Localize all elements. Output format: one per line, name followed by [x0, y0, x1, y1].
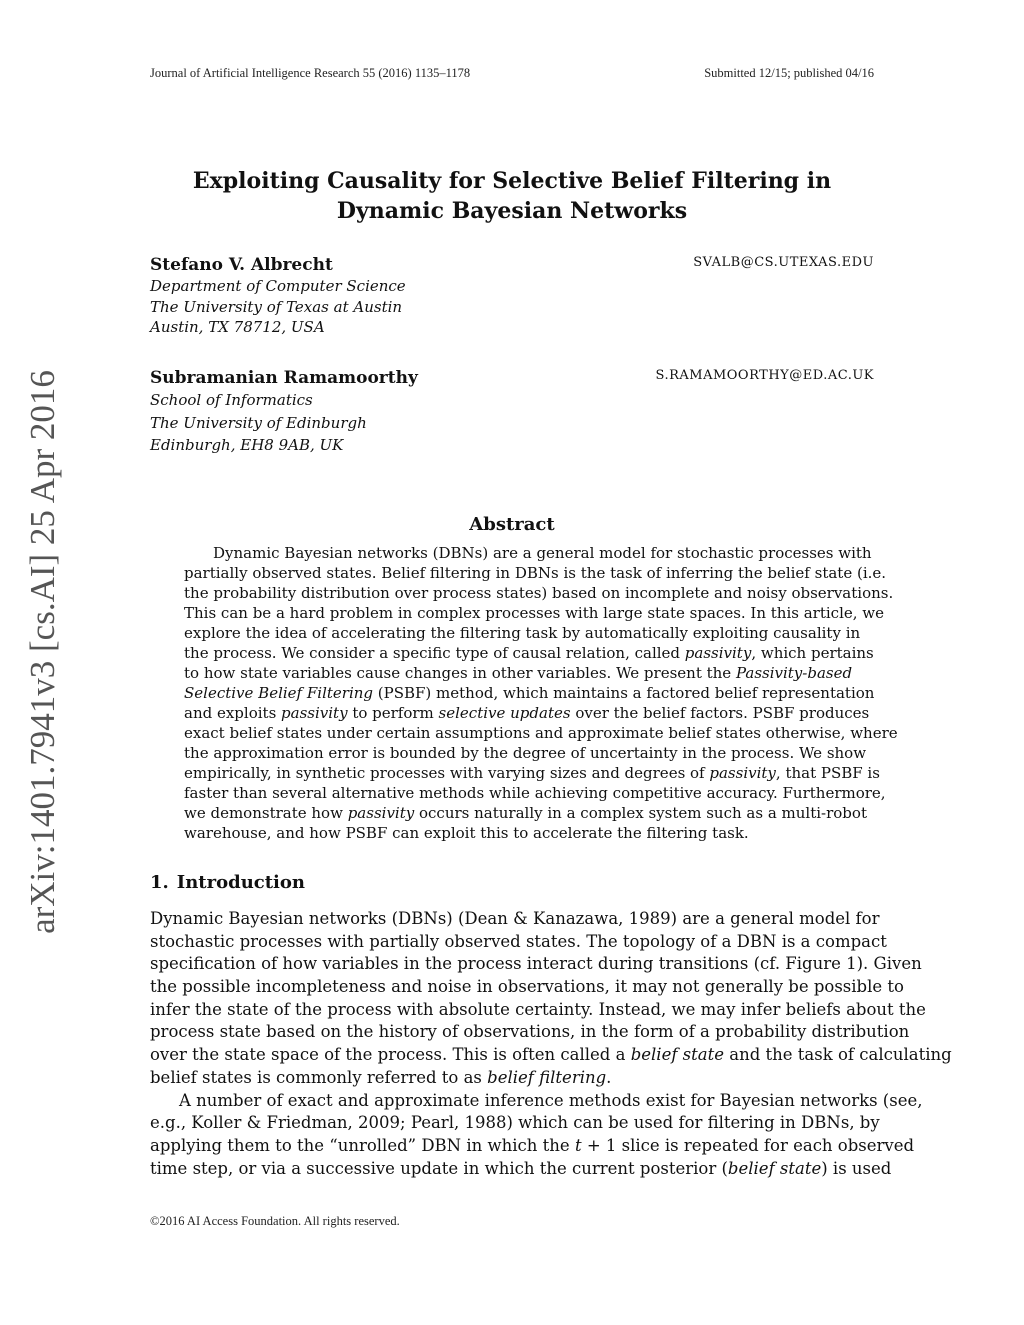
body-line: the possible incompleteness and noise in observations, it may not generally be possible to: [150, 977, 904, 997]
author-block-1: [150, 254, 874, 338]
body-line: process state based on the history of observations, in the form of a probability distribution: [150, 1022, 910, 1042]
section-heading: [150, 872, 305, 893]
abstract-line: explore the idea of accelerating the filtering task by automatically exploiting causality in: [184, 624, 861, 642]
section-title: Introduction: [176, 872, 305, 893]
abstract-line: warehouse, and how PSBF can exploit this to accelerate the filtering task.: [184, 824, 749, 842]
author-email: SVALB@CS.UTEXAS.EDU: [693, 255, 874, 270]
author-affiliation-line: The University of Edinburgh: [150, 413, 367, 432]
body-line: belief states is commonly referred to as belief filtering.: [150, 1067, 612, 1087]
abstract-line: empirically, in synthetic processes with varying sizes and degrees of passivity, that PSBF is: [184, 764, 880, 782]
body-line: Dynamic Bayesian networks (DBNs) (Dean & Kanazawa, 1989) are a general model for: [150, 909, 880, 928]
body-line: specification of how variables in the process interact during transitions (cf. Figure 1). Given: [150, 954, 922, 974]
author-affiliation-line: Edinburgh, EH8 9AB, UK: [150, 436, 344, 454]
abstract-line: faster than several alternative methods while achieving competitive accuracy. Furthermore,: [184, 784, 886, 802]
author-affiliation-line: Austin, TX 78712, USA: [150, 318, 325, 336]
author-affiliation-line: School of Informatics: [150, 391, 313, 409]
submission-dates: Submitted 12/15; published 04/16: [704, 66, 874, 80]
body-line: applying them to the “unrolled” DBN in which the t + 1 slice is repeated for each observed: [150, 1135, 915, 1155]
author-email: S.RAMAMOORTHY@ED.AC.UK: [655, 368, 874, 383]
author-name: Stefano V. Albrecht: [150, 255, 333, 275]
abstract-heading: Abstract: [469, 514, 555, 535]
abstract-line: and exploits passivity to perform selective updates over the belief factors. PSBF produces: [184, 704, 870, 722]
author-affiliation-line: Department of Computer Science: [150, 277, 406, 295]
title-line-2: Dynamic Bayesian Networks: [336, 198, 688, 224]
abstract-line: the approximation error is bounded by the degree of uncertainty in the process. We show: [184, 744, 867, 762]
body-line: e.g., Koller & Friedman, 2009; Pearl, 1988) which can be used for filtering in DBNs, by: [150, 1113, 880, 1133]
section-number: 1.: [150, 872, 169, 893]
copyright-notice: ©2016 AI Access Foundation. All rights reserved.: [150, 1214, 400, 1228]
author-affiliation-line: The University of Texas at Austin: [150, 297, 403, 316]
abstract-line: the process. We consider a specific type of causal relation, called passivity, which pertains: [184, 644, 874, 662]
body-line: time step, or via a successive update in which the current posterior (belief state) is used: [150, 1158, 892, 1178]
abstract-line: Selective Belief Filtering (PSBF) method, which maintains a factored belief representation: [184, 684, 875, 702]
journal-header: Journal of Artificial Intelligence Research 55 (2016) 1135–1178: [150, 66, 471, 80]
author-block-2: [150, 367, 874, 457]
paper-title: [150, 166, 874, 226]
abstract-line: This can be a hard problem in complex processes with large state spaces. In this article, we: [184, 604, 884, 622]
abstract-line: exact belief states under certain assumptions and approximate belief states otherwise, where: [184, 724, 898, 742]
body-text: [150, 908, 952, 1180]
abstract-text: [184, 543, 898, 843]
abstract-line: the probability distribution over process states) based on incomplete and noisy observations.: [184, 584, 894, 602]
abstract-line: we demonstrate how passivity occurs naturally in a complex system such as a multi-robot: [184, 804, 867, 822]
body-line: A number of exact and approximate inference methods exist for Bayesian networks (see,: [179, 1090, 923, 1110]
abstract-line: Dynamic Bayesian networks (DBNs) are a general model for stochastic processes with: [213, 544, 872, 562]
arxiv-identifier: arXiv:1401.7941v3 [cs.AI] 25 Apr 2016: [23, 370, 62, 934]
body-line: stochastic processes with partially observed states. The topology of a DBN is a compact: [150, 931, 887, 951]
title-line-1: Exploiting Causality for Selective Belief Filtering in: [192, 168, 832, 194]
abstract-line: partially observed states. Belief filtering in DBNs is the task of inferring the belief state (i.e.: [184, 564, 887, 582]
author-name: Subramanian Ramamoorthy: [150, 368, 418, 388]
body-line: infer the state of the process with absolute certainty. Instead, we may infer beliefs about the: [150, 999, 926, 1019]
body-line: over the state space of the process. This is often called a belief state and the task of calculating: [150, 1045, 952, 1065]
abstract-line: to how state variables cause changes in other variables. We present the Passivity-based: [184, 664, 853, 682]
